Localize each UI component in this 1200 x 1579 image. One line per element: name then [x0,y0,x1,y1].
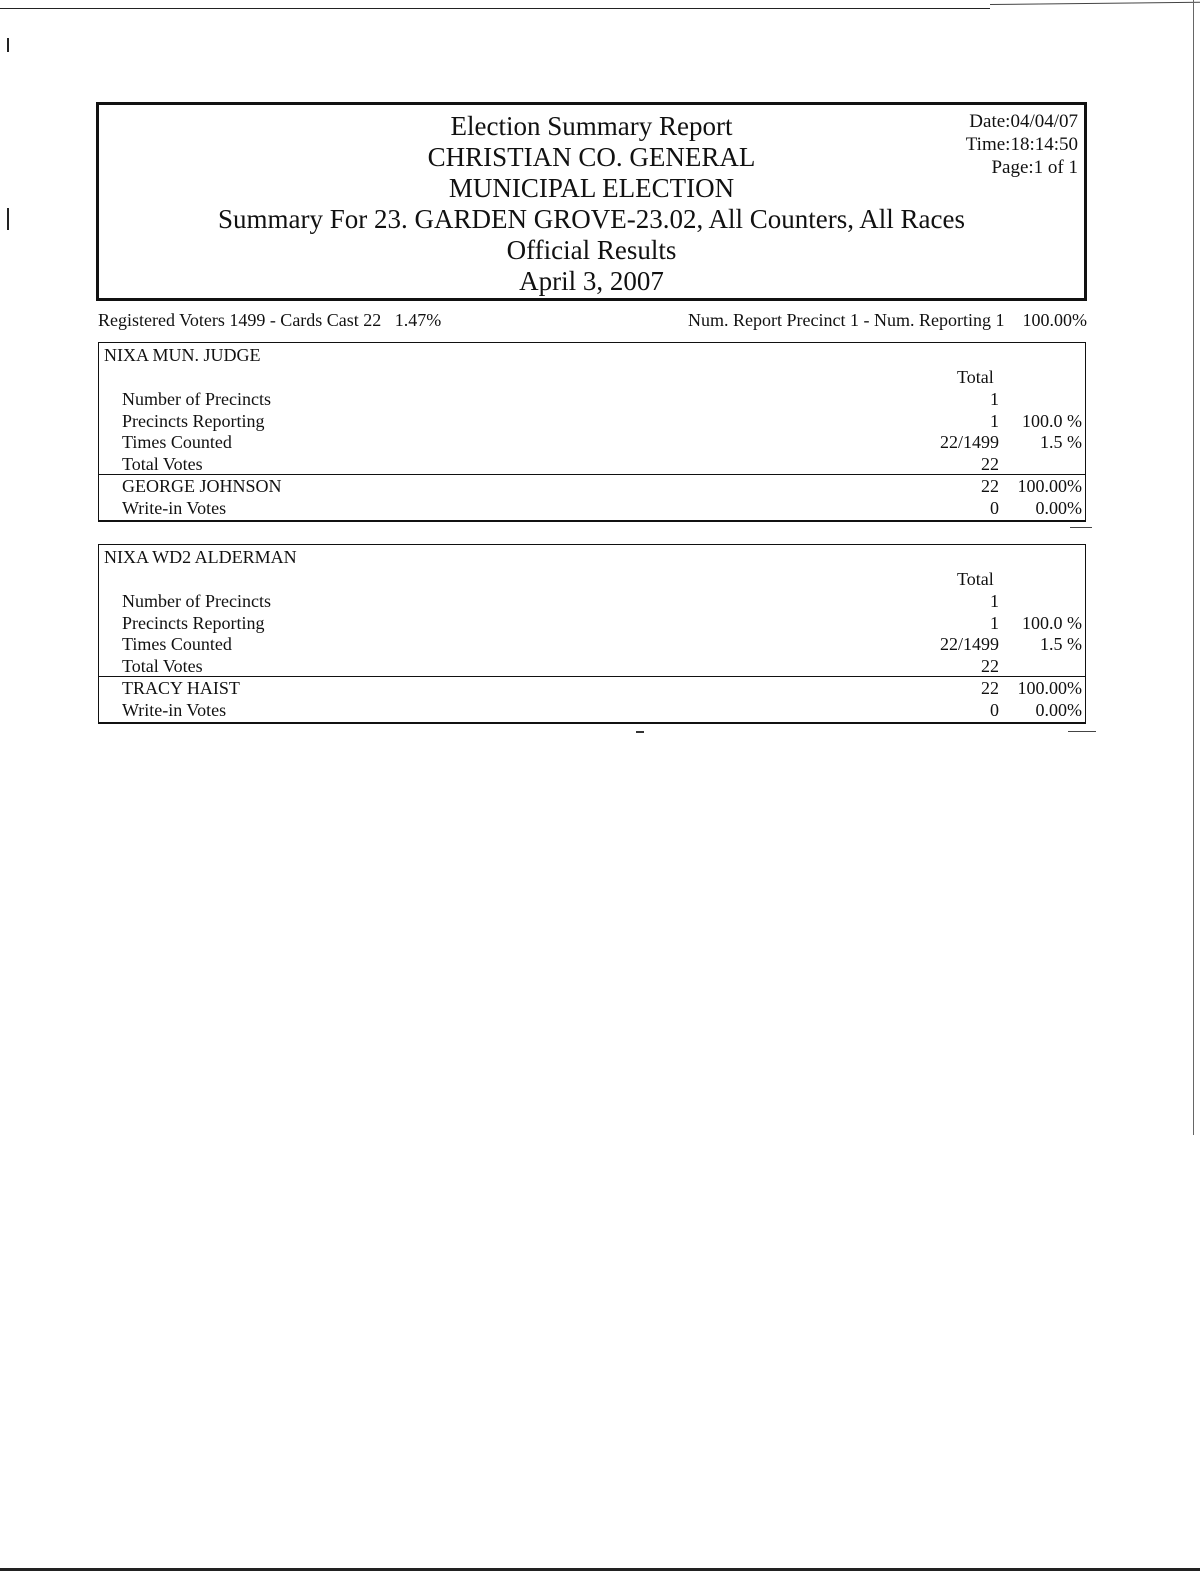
race-title: NIXA WD2 ALDERMAN [104,547,297,567]
stat-percent: 100.0 % [1022,411,1082,431]
candidate-percent: 100.00% [1017,476,1082,496]
candidate-row [99,700,1085,722]
stat-row [99,454,1085,476]
candidate-name: Write-in Votes [122,700,227,720]
stat-label: Times Counted [122,432,232,452]
scan-mark [7,208,9,230]
scan-top-edge-right [990,2,1200,5]
stat-row [99,389,1085,411]
candidate-percent: 100.00% [1017,678,1082,698]
stat-row [99,591,1085,613]
candidate-name: GEORGE JOHNSON [122,476,282,496]
candidate-name: TRACY HAIST [122,678,240,698]
report-meta [966,110,1078,179]
stat-value: 22 [981,454,999,474]
candidate-percent: 0.00% [1035,498,1082,518]
stat-percent: 1.5 % [1040,432,1082,452]
stat-label: Precincts Reporting [122,411,265,431]
candidate-votes: 0 [990,498,999,518]
stat-value: 1 [990,613,999,633]
candidate-percent: 0.00% [1035,700,1082,720]
stat-label: Precincts Reporting [122,613,265,633]
race-nixa-mun-judge [98,342,1086,522]
precincts-reporting-summary: Num. Report Precinct 1 - Num. Reporting 1 100.00% [688,310,1087,330]
total-column-header: Total [957,367,994,387]
election-date-line: April 3, 2007 [519,266,664,296]
stat-row [99,411,1085,433]
stat-row [99,656,1085,678]
summary-for-line: Summary For 23. GARDEN GROVE-23.02, All Counters, All Races [218,204,965,234]
race-title: NIXA MUN. JUDGE [104,345,261,365]
stat-value: 22/1499 [939,634,999,654]
county-line: CHRISTIAN CO. GENERAL [427,142,756,172]
candidate-name: Write-in Votes [122,498,227,518]
report-title-block [99,111,1084,297]
candidate-votes: 0 [990,700,999,720]
report-page: Page:1 of 1 [991,157,1078,178]
scan-mark [7,38,9,52]
report-title: Election Summary Report [450,111,733,141]
total-column-header: Total [957,569,994,589]
stat-label: Total Votes [122,656,203,676]
stat-value: 1 [990,389,999,409]
report-time: Time:18:14:50 [965,134,1078,155]
stat-value: 22/1499 [939,432,999,452]
scan-mark [1070,527,1092,528]
stat-value: 1 [990,591,999,611]
candidate-row [99,498,1085,520]
row-divider [99,676,1085,677]
results-status-line: Official Results [506,235,677,265]
race-nixa-wd2-alderman [98,544,1086,724]
stat-label: Times Counted [122,634,232,654]
stat-label: Number of Precincts [122,389,271,409]
stat-value: 22 [981,656,999,676]
stat-label: Number of Precincts [122,591,271,611]
stat-percent: 100.0 % [1022,613,1082,633]
stat-percent: 1.5 % [1040,634,1082,654]
election-line: MUNICIPAL ELECTION [448,173,735,203]
candidate-votes: 22 [981,678,999,698]
scan-right-edge [1193,0,1194,1135]
row-divider [99,474,1085,475]
stat-value: 1 [990,411,999,431]
report-date: Date:04/04/07 [969,111,1078,132]
candidate-votes: 22 [981,476,999,496]
scan-top-edge [0,8,990,9]
candidate-row [99,678,1085,700]
scan-mark [636,731,644,733]
stat-row [99,613,1085,635]
registered-voters-summary: Registered Voters 1499 - Cards Cast 22 1.47% [98,310,442,330]
candidate-row [99,476,1085,498]
scan-mark [1068,731,1096,732]
report-header [96,102,1087,301]
stat-row [99,432,1085,454]
stat-row [99,634,1085,656]
stat-label: Total Votes [122,454,203,474]
scan-bottom-edge [0,1568,1200,1571]
